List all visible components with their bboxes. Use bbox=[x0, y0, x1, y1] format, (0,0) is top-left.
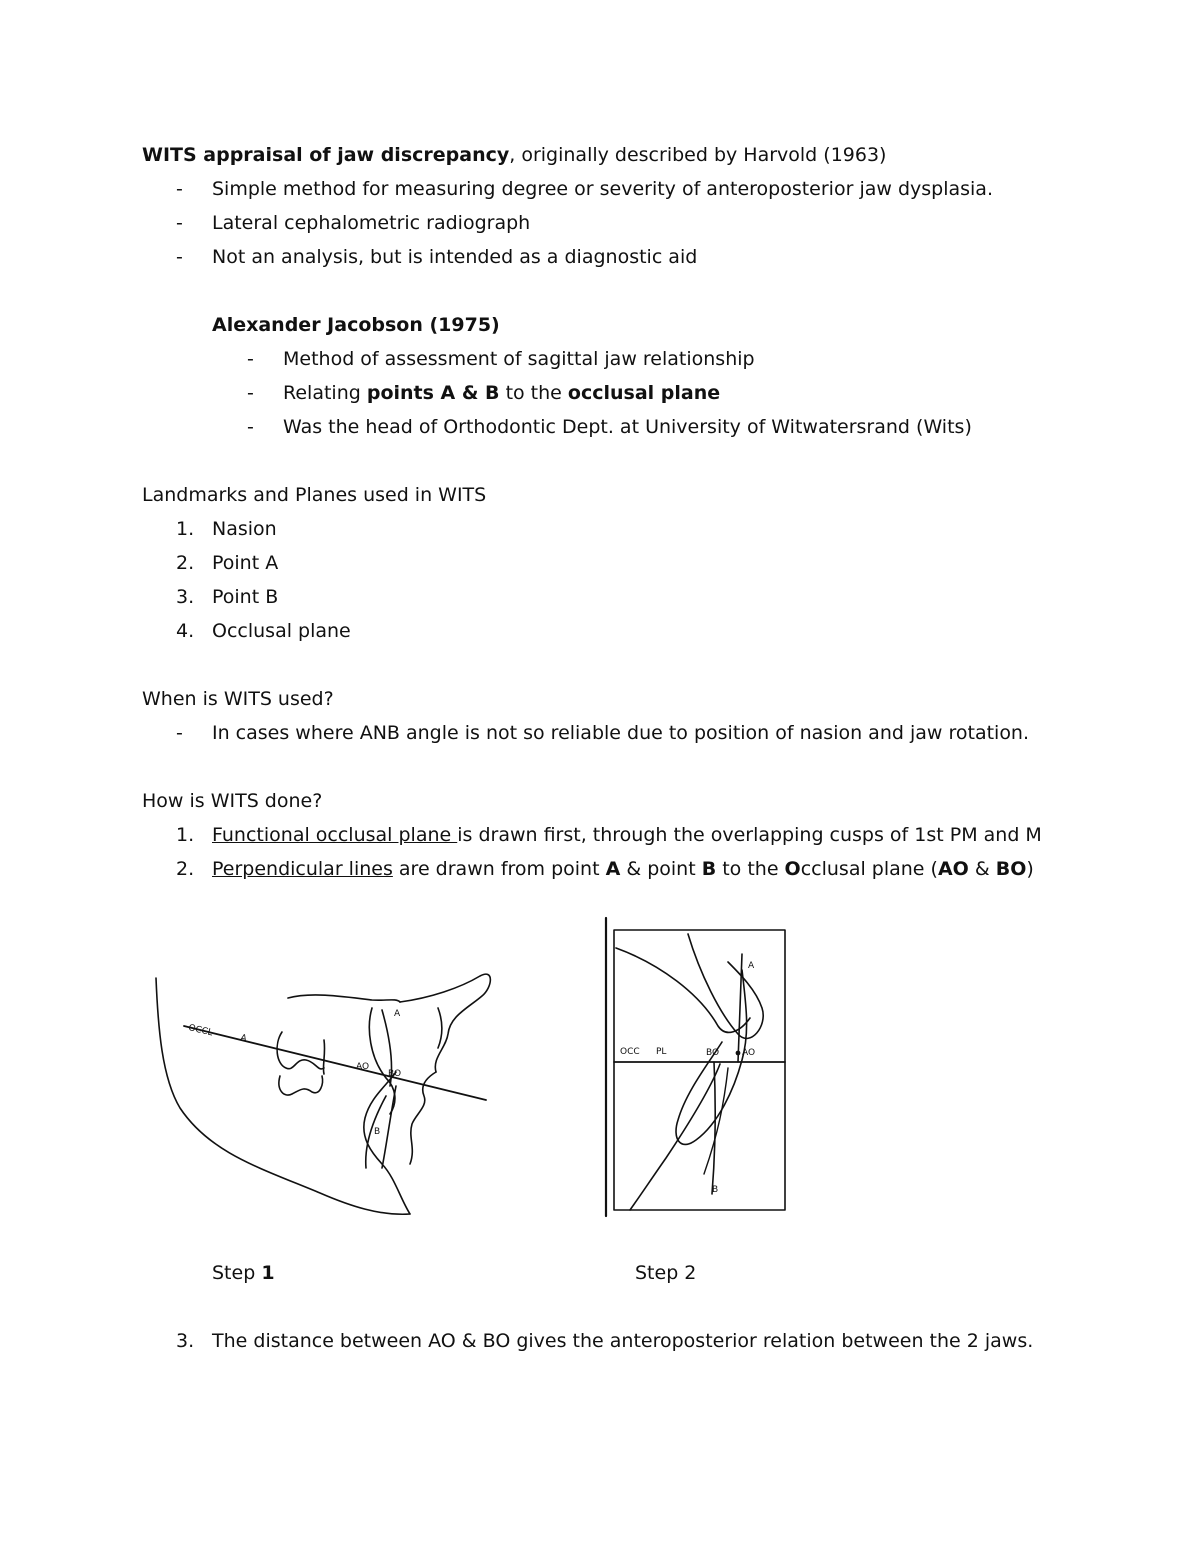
page-title bbox=[142, 143, 886, 167]
text-run: & bbox=[968, 858, 996, 880]
fig1-label-occl: OCCL bbox=[187, 1023, 214, 1039]
bold-run: points A & B bbox=[366, 382, 500, 404]
list-item: Occlusal plane bbox=[212, 620, 351, 642]
dash-marker: - bbox=[176, 246, 183, 268]
bold-run: occlusal plane bbox=[567, 382, 721, 404]
bold-run: O bbox=[784, 858, 801, 880]
caption-step2: Step 2 bbox=[635, 1262, 697, 1284]
caption-num: 1 bbox=[261, 1262, 275, 1284]
text-run: ) bbox=[1026, 858, 1034, 880]
intro-bullet: Not an analysis, but is intended as a diagnostic aid bbox=[212, 246, 698, 268]
fig2-label-a: A bbox=[748, 961, 755, 971]
bold-run: B bbox=[701, 858, 717, 880]
list-number: 1. bbox=[176, 824, 195, 846]
title-rest: , originally described by Harvold (1963) bbox=[509, 144, 887, 166]
caption-text: Step bbox=[212, 1262, 262, 1284]
intro-bullet: Simple method for measuring degree or severity of anteroposterior jaw dysplasia. bbox=[212, 178, 993, 200]
list-number: 3. bbox=[176, 1330, 195, 1352]
underlined-run: Functional occlusal plane bbox=[212, 824, 458, 846]
text-run: cclusal plane ( bbox=[800, 858, 938, 880]
dash-marker: - bbox=[247, 416, 254, 438]
list-item: Point A bbox=[212, 552, 279, 574]
list-number: 1. bbox=[176, 518, 195, 540]
fig1-label-bo: BO bbox=[388, 1069, 402, 1079]
figure-step2-perpendicular-tracing bbox=[600, 914, 800, 1224]
title-bold: WITS appraisal of jaw discrepancy bbox=[142, 144, 510, 166]
fig2-label-b: B bbox=[712, 1185, 719, 1195]
dash-marker: - bbox=[247, 382, 254, 404]
when-heading: When is WITS used? bbox=[142, 688, 334, 710]
dash-marker: - bbox=[176, 178, 183, 200]
how-step bbox=[212, 823, 1042, 847]
fig1-label-ao: AO bbox=[356, 1062, 370, 1072]
when-bullet: In cases where ANB angle is not so reliable due to position of nasion and jaw rotation. bbox=[212, 722, 1030, 744]
fig2-label-pl: PL bbox=[656, 1047, 667, 1057]
dash-marker: - bbox=[176, 722, 183, 744]
text-run: Relating bbox=[283, 382, 367, 404]
bold-run: A bbox=[605, 858, 621, 880]
bold-run: BO bbox=[995, 858, 1027, 880]
dash-marker: - bbox=[247, 348, 254, 370]
bold-run: AO bbox=[937, 858, 969, 880]
jacobson-heading-text: Alexander Jacobson (1975) bbox=[212, 314, 500, 336]
caption-step1 bbox=[212, 1261, 275, 1285]
jacobson-bullet: Was the head of Orthodontic Dept. at University of Witwatersrand (Wits) bbox=[283, 416, 972, 438]
fig1-label-a-plane: A bbox=[239, 1033, 248, 1045]
jacobson-bullet: Method of assessment of sagittal jaw relationship bbox=[283, 348, 755, 370]
fig2-label-bo: BO bbox=[706, 1048, 720, 1058]
figure-step1-cephalometric-tracing bbox=[150, 968, 510, 1218]
list-number: 4. bbox=[176, 620, 195, 642]
text-run: to the bbox=[499, 382, 568, 404]
list-item: Point B bbox=[212, 586, 279, 608]
fig1-label-a: A bbox=[394, 1009, 401, 1019]
list-number: 2. bbox=[176, 858, 195, 880]
fig2-label-ao: AO bbox=[742, 1048, 756, 1058]
fig2-point-ao bbox=[736, 1051, 741, 1056]
text-run: & point bbox=[620, 858, 702, 880]
list-item: Nasion bbox=[212, 518, 277, 540]
landmarks-heading: Landmarks and Planes used in WITS bbox=[142, 484, 487, 506]
text-run: is drawn first, through the overlapping cusps of 1st PM and M bbox=[457, 824, 1042, 846]
dash-marker: - bbox=[176, 212, 183, 234]
intro-bullet: Lateral cephalometric radiograph bbox=[212, 212, 531, 234]
underlined-run: Perpendicular lines bbox=[212, 858, 393, 880]
fig1-label-b: B bbox=[374, 1127, 381, 1137]
fig2-label-occ: OCC bbox=[620, 1047, 640, 1057]
list-number: 2. bbox=[176, 552, 195, 574]
list-number: 3. bbox=[176, 586, 195, 608]
jacobson-bullet bbox=[283, 381, 720, 405]
text-run: to the bbox=[716, 858, 785, 880]
how-step bbox=[212, 857, 1034, 881]
how-step: The distance between AO & BO gives the anteroposterior relation between the 2 jaws. bbox=[212, 1330, 1034, 1352]
jacobson-heading bbox=[212, 313, 500, 337]
text-run: are drawn from point bbox=[392, 858, 606, 880]
how-heading: How is WITS done? bbox=[142, 790, 323, 812]
